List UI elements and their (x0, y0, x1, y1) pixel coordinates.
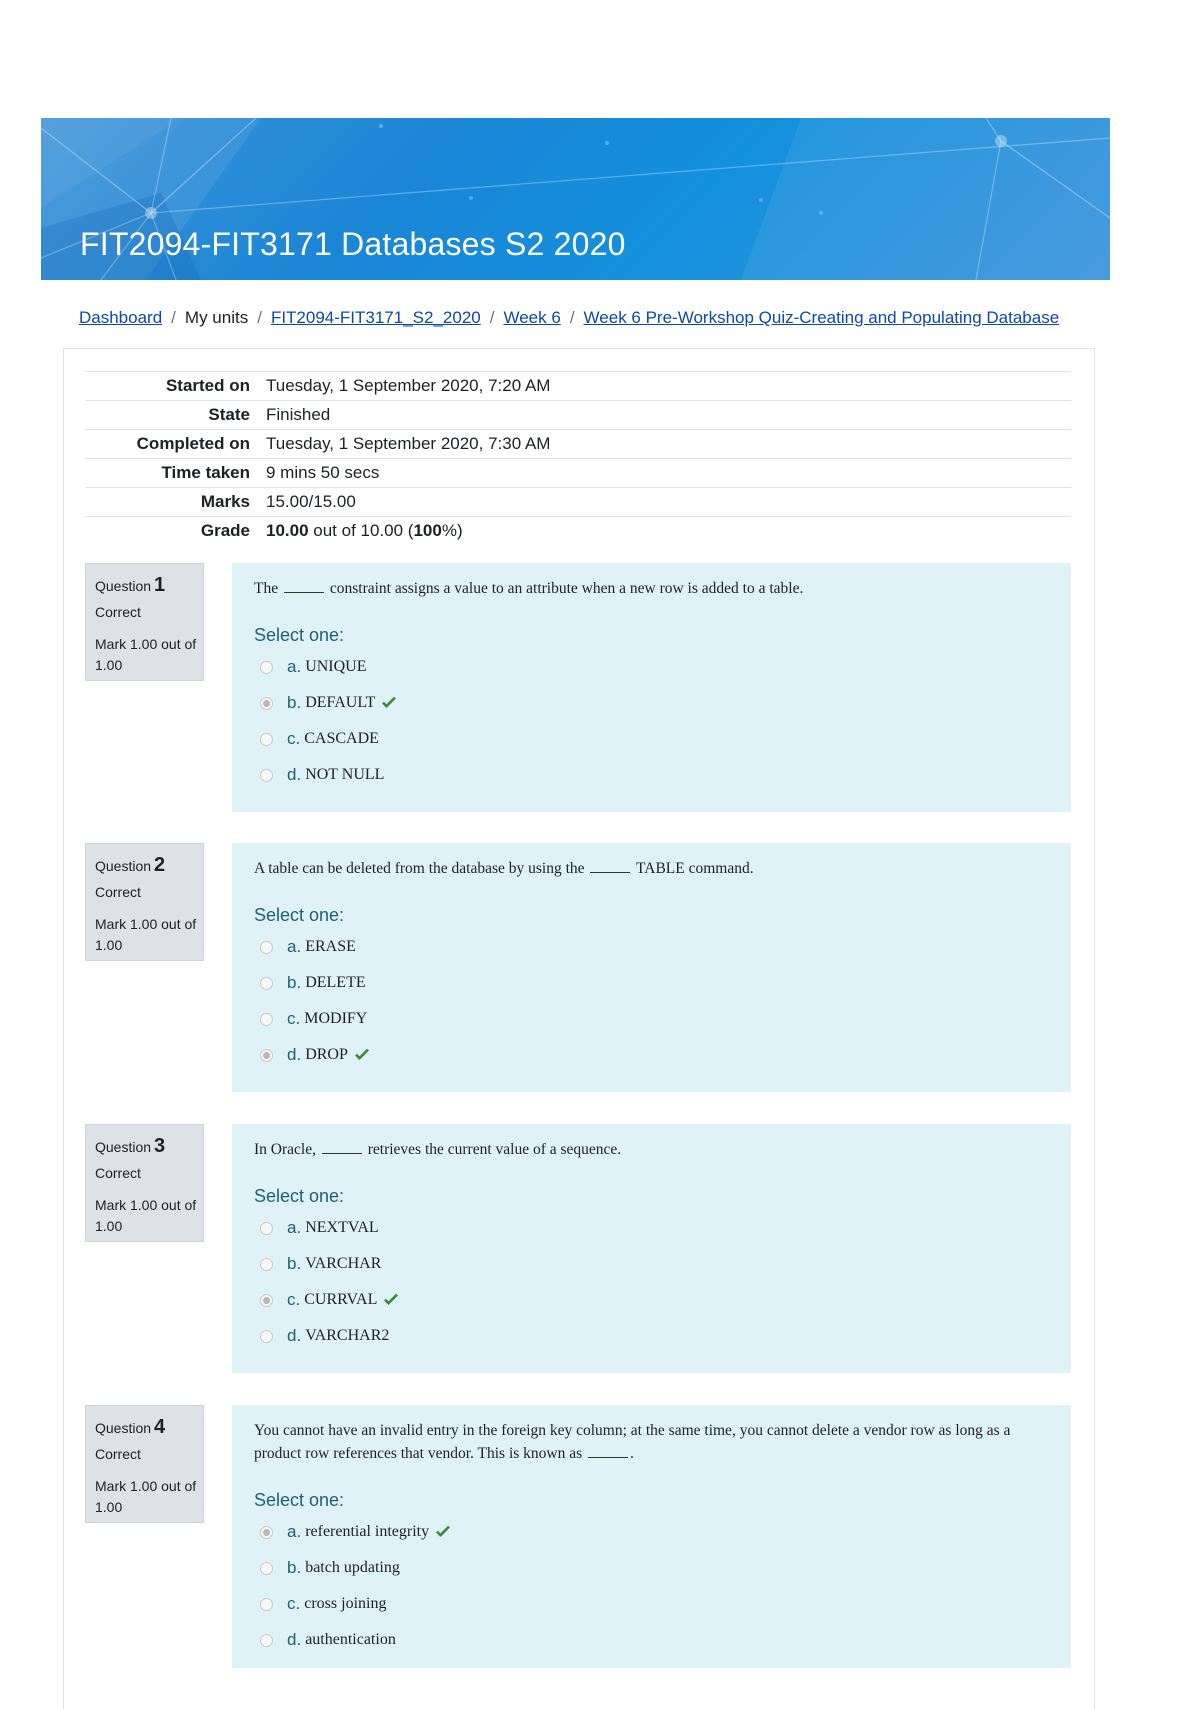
question-content-1 (232, 563, 1071, 812)
radio-button-selected[interactable] (260, 1049, 273, 1062)
question-info-1 (85, 563, 204, 681)
breadcrumb-quiz[interactable]: Week 6 Pre-Workshop Quiz-Creating and Populating Database (583, 308, 1060, 327)
radio-button[interactable] (260, 941, 273, 954)
answer-option-b[interactable]: b. batch updating (260, 1556, 400, 1580)
question-text: You cannot have an invalid entry in the foreign key column; at the same time, you cannot delete a vendor row as long as a product row references that vendor. This is known as . (254, 1422, 1011, 1462)
radio-button-selected[interactable] (260, 1526, 273, 1539)
select-one-prompt: Select one: (254, 625, 345, 645)
course-title: FIT2094-FIT3171 Databases S2 2020 (80, 226, 626, 262)
answer-option-c[interactable]: c. CASCADE (260, 727, 379, 751)
radio-button[interactable] (260, 977, 273, 990)
answer-option-d[interactable]: d. authentication (260, 1628, 396, 1652)
answer-option-d[interactable]: d. DROP (260, 1043, 370, 1067)
summary-row-started (85, 372, 1071, 401)
breadcrumb-separator: / (257, 308, 262, 327)
summary-value: Tuesday, 1 September 2020, 7:30 AM (266, 434, 551, 453)
question-text: In Oracle, retrieves the current value of a sequence. (254, 1141, 622, 1158)
answer-option-b[interactable]: b. DEFAULT (260, 691, 397, 715)
course-header-banner (41, 118, 1110, 280)
select-one-prompt: Select one: (254, 1186, 345, 1206)
summary-value: Finished (266, 405, 331, 424)
blank-line (588, 1456, 628, 1458)
question-mark: Mark 1.00 out of 1.00 (95, 1478, 197, 1515)
question-info-3 (85, 1124, 204, 1242)
summary-label: Grade (200, 521, 250, 541)
question-info-2 (85, 843, 204, 961)
radio-button[interactable] (260, 733, 273, 746)
question-text: A table can be deleted from the database by using the TABLE command. (254, 860, 754, 877)
summary-value: Tuesday, 1 September 2020, 7:20 AM (266, 376, 551, 395)
blank-line (590, 871, 630, 873)
summary-label: Marks (200, 492, 250, 511)
answer-option-a[interactable]: a. referential integrity (260, 1520, 451, 1544)
radio-button[interactable] (260, 661, 273, 674)
question-content-2 (232, 843, 1071, 1092)
summary-row-time-taken (85, 459, 1071, 488)
summary-row-state (85, 401, 1071, 430)
breadcrumb-my-units: My units (184, 308, 249, 327)
summary-label: Time taken (161, 463, 250, 482)
radio-button[interactable] (260, 1222, 273, 1235)
radio-button[interactable] (260, 1013, 273, 1026)
question-text: The constraint assigns a value to an attribute when a new row is added to a table. (254, 580, 804, 597)
answer-option-c[interactable]: c. CURRVAL (260, 1288, 399, 1312)
radio-button[interactable] (260, 1598, 273, 1611)
select-one-prompt: Select one: (254, 905, 345, 925)
question-content-4 (232, 1405, 1071, 1668)
summary-label: State (208, 405, 250, 424)
question-mark: Mark 1.00 out of 1.00 (95, 636, 197, 673)
question-state: Correct (95, 1165, 141, 1181)
grade-score: 10.00 (266, 521, 309, 541)
question-number: Question 4 (95, 1416, 166, 1438)
breadcrumb-separator: / (569, 308, 575, 327)
answer-option-a[interactable]: a. UNIQUE (260, 655, 367, 679)
question-mark: Mark 1.00 out of 1.00 (95, 1197, 197, 1234)
grade-percent: 100 (413, 521, 442, 541)
correct-check-icon (354, 1048, 370, 1062)
radio-button-selected[interactable] (260, 697, 273, 710)
summary-label: Started on (165, 376, 250, 395)
blank-line (284, 591, 324, 593)
question-number: Question 1 (95, 574, 166, 596)
radio-button[interactable] (260, 1562, 273, 1575)
attempt-summary-table (85, 371, 1071, 546)
radio-button[interactable] (260, 769, 273, 782)
question-mark: Mark 1.00 out of 1.00 (95, 916, 197, 953)
summary-row-grade (85, 517, 1071, 546)
question-state: Correct (95, 1446, 141, 1462)
question-content-3 (232, 1124, 1071, 1373)
summary-value (266, 517, 1071, 546)
answer-option-b[interactable]: b. DELETE (260, 971, 366, 995)
answer-option-b[interactable]: b. VARCHAR (260, 1252, 381, 1276)
radio-button[interactable] (260, 1258, 273, 1271)
breadcrumb (79, 308, 1059, 328)
answer-option-d[interactable]: d. NOT NULL (260, 763, 384, 787)
correct-check-icon (381, 696, 397, 710)
breadcrumb-week[interactable]: Week 6 (503, 308, 561, 327)
summary-label: Completed on (136, 434, 250, 453)
summary-row-completed (85, 430, 1071, 459)
question-info-4 (85, 1405, 204, 1523)
select-one-prompt: Select one: (254, 1490, 345, 1510)
grade-out-of: out of 10.00 ( (308, 521, 414, 541)
question-number: Question 2 (95, 854, 166, 876)
answer-option-a[interactable]: a. ERASE (260, 935, 356, 959)
question-number: Question 3 (95, 1135, 166, 1157)
summary-row-marks (85, 488, 1071, 517)
breadcrumb-separator: / (489, 308, 495, 327)
question-state: Correct (95, 884, 141, 900)
answer-option-d[interactable]: d. VARCHAR2 (260, 1324, 389, 1348)
correct-check-icon (383, 1293, 399, 1307)
answer-option-a[interactable]: a. NEXTVAL (260, 1216, 379, 1240)
radio-button-selected[interactable] (260, 1294, 273, 1307)
answer-option-c[interactable]: c. cross joining (260, 1592, 386, 1616)
summary-value: 15.00/15.00 (266, 492, 356, 511)
question-state: Correct (95, 604, 141, 620)
blank-line (322, 1152, 362, 1154)
breadcrumb-course[interactable]: FIT2094-FIT3171_S2_2020 (270, 308, 481, 327)
radio-button[interactable] (260, 1330, 273, 1343)
answer-option-c[interactable]: c. MODIFY (260, 1007, 367, 1031)
correct-check-icon (435, 1525, 451, 1539)
radio-button[interactable] (260, 1634, 273, 1647)
grade-percent-sign: %) (441, 521, 463, 541)
breadcrumb-separator: / (171, 308, 176, 327)
summary-value: 9 mins 50 secs (266, 463, 380, 482)
breadcrumb-dashboard[interactable]: Dashboard (79, 308, 163, 327)
